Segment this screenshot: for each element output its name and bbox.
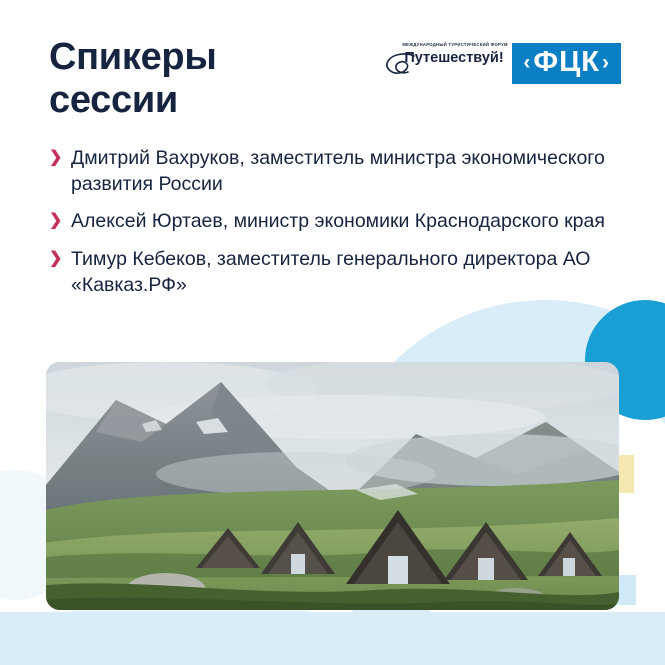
logo-group bbox=[378, 42, 621, 84]
list-item-label: Алексей Юртаев, министр экономики Краснодарского края bbox=[71, 210, 605, 233]
list-item-label: Дмитрий Вахруков, заместитель министра экономического развития России bbox=[71, 147, 605, 195]
swirl-icon bbox=[384, 52, 418, 78]
travel-forum-logo-maintext: Путешествуй! bbox=[404, 50, 504, 66]
travel-forum-logo-toptext: МЕЖДУНАРОДНЫЙ ТУРИСТИЧЕСКИЙ ФОРУМ bbox=[402, 42, 508, 47]
list-item bbox=[49, 209, 609, 235]
list-item bbox=[49, 146, 609, 197]
fck-logo-left-chevron: ‹ bbox=[523, 50, 532, 74]
page-title-line-2: сессии bbox=[49, 78, 178, 121]
chevron-right-icon: ❯ bbox=[49, 212, 63, 230]
chevron-right-icon: ❯ bbox=[49, 149, 63, 166]
chevron-right-icon: ❯ bbox=[49, 250, 63, 268]
travel-forum-logo bbox=[378, 42, 508, 84]
page-title-line-1: Спикеры bbox=[49, 36, 217, 78]
list-item bbox=[49, 247, 609, 298]
speakers-list bbox=[49, 146, 609, 311]
fck-logo bbox=[512, 43, 621, 84]
mountain-village-illustration bbox=[46, 362, 619, 610]
fck-logo-text: ФЦК bbox=[533, 45, 600, 78]
mountain-village-photo bbox=[46, 362, 619, 610]
list-item-label: Тимур Кебеков, заместитель генерального директора АО «Кавказ.РФ» bbox=[71, 248, 591, 296]
page-title bbox=[49, 36, 379, 122]
fck-logo-right-chevron: › bbox=[602, 50, 610, 74]
decorative-bottom-band bbox=[0, 612, 665, 665]
